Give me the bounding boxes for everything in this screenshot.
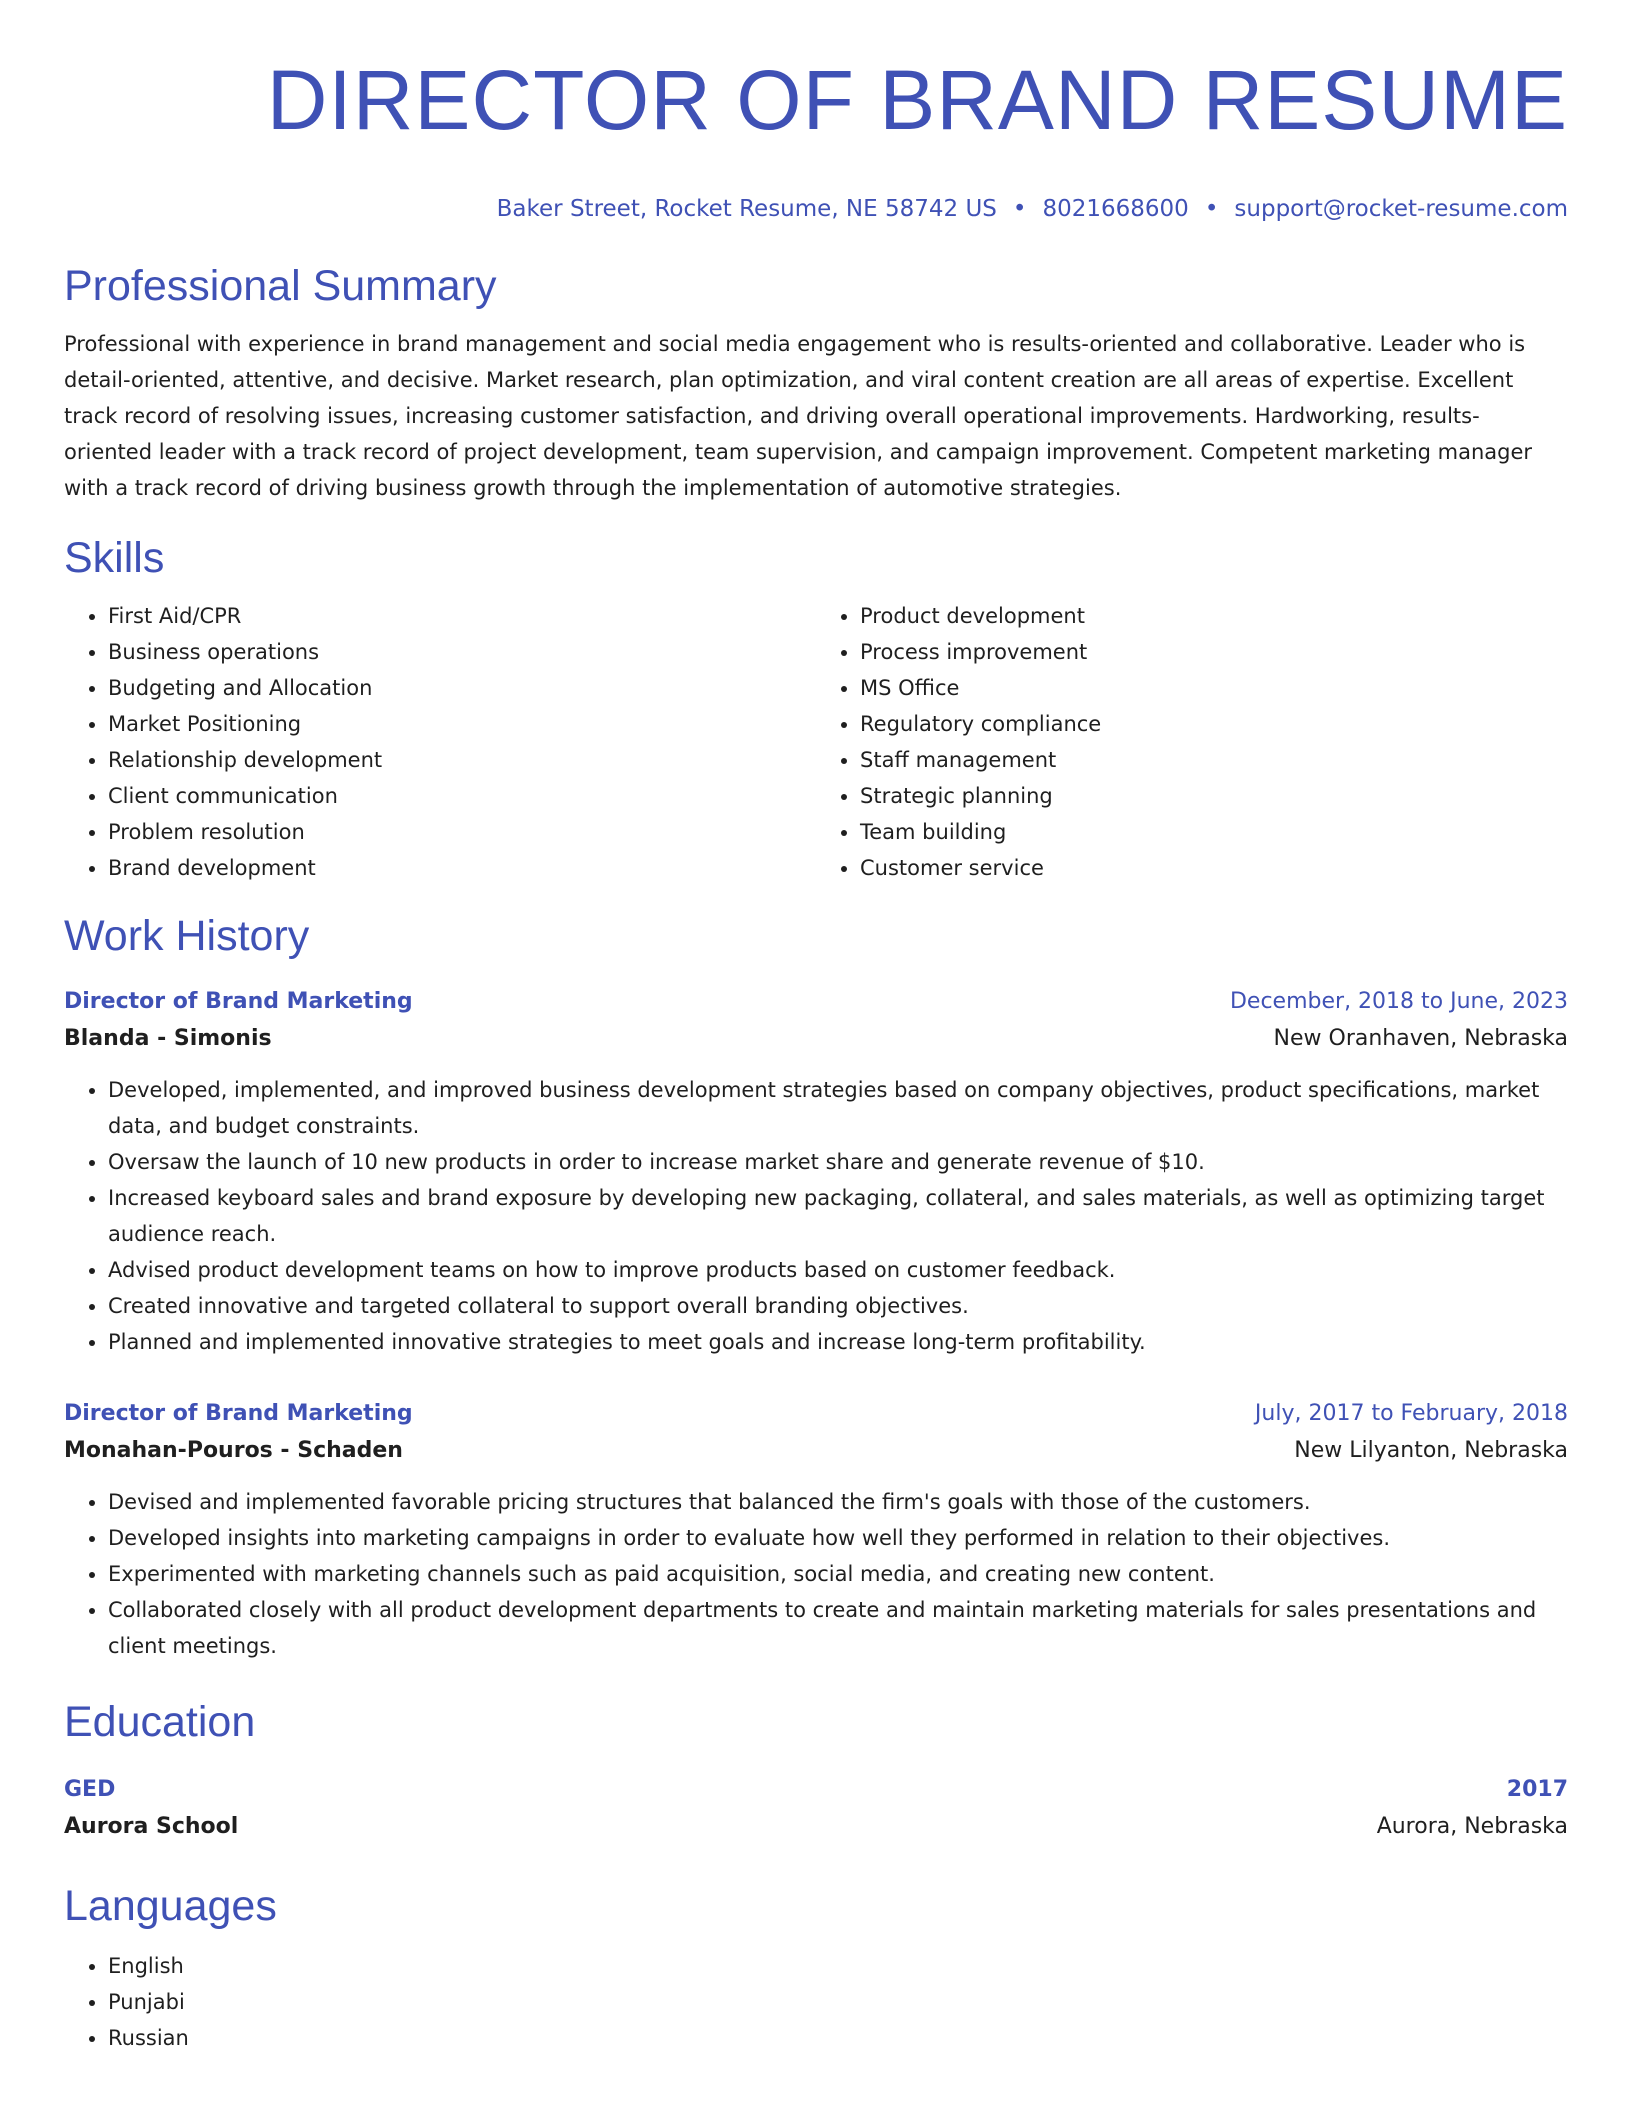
job-bullet: • Planned and implemented innovative strategies to meet goals and increase long-term profitability.: [108, 1324, 1568, 1360]
languages-list: [64, 1948, 1568, 2056]
job-employer: Blanda - Simonis: [64, 1026, 272, 1051]
skill-item: • Problem resolution: [108, 814, 816, 850]
contact-phone: 8021668600: [1042, 196, 1189, 222]
skill-item: • Team building: [860, 814, 1568, 850]
job-bullet: • Devised and implemented favorable pricing structures that balanced the firm's goals with those of the customers.: [108, 1484, 1568, 1520]
language-item: • English: [108, 1948, 1568, 1984]
resume-title: DIRECTOR OF BRAND RESUME: [266, 53, 1568, 147]
job-entry: [64, 1396, 1568, 1664]
skill-item: • Budgeting and Allocation: [108, 670, 816, 706]
skill-item: • Brand development: [108, 850, 816, 886]
skill-item: • Strategic planning: [860, 778, 1568, 814]
job-bullet: • Created innovative and targeted collateral to support overall branding objectives.: [108, 1288, 1568, 1324]
job-bullet: • Advised product development teams on how to improve products based on customer feedback.: [108, 1252, 1568, 1288]
education-degree: GED: [64, 1777, 116, 1802]
job-title: Director of Brand Marketing: [64, 989, 413, 1014]
job-title: Director of Brand Marketing: [64, 1401, 413, 1426]
job-location: New Oranhaven, Nebraska: [1273, 1026, 1568, 1051]
skills-column-left: [64, 598, 816, 886]
skill-item: • Business operations: [108, 634, 816, 670]
job-bullet: • Developed, implemented, and improved business development strategies based on company objectives, product specifications, market data, and budget constraints.: [108, 1072, 1568, 1144]
job-employer: Monahan-Pouros - Schaden: [64, 1438, 403, 1463]
education-year: 2017: [1506, 1777, 1568, 1802]
contact-separator: •: [1204, 196, 1219, 222]
job-entry: [64, 984, 1568, 1360]
section-heading-skills: Skills: [64, 534, 165, 582]
skill-item: • Staff management: [860, 742, 1568, 778]
language-item: • Russian: [108, 2020, 1568, 2056]
contact-separator: •: [1012, 196, 1027, 222]
skill-item: • Regulatory compliance: [860, 706, 1568, 742]
education-school: Aurora School: [64, 1814, 239, 1839]
skill-item: • Product development: [860, 598, 1568, 634]
section-heading-education: Education: [64, 1698, 256, 1746]
skill-item: • Process improvement: [860, 634, 1568, 670]
education-location: Aurora, Nebraska: [1376, 1814, 1568, 1839]
job-bullets: [64, 1484, 1568, 1664]
skill-item: • Relationship development: [108, 742, 816, 778]
skill-item: • MS Office: [860, 670, 1568, 706]
section-heading-summary: Professional Summary: [64, 262, 497, 310]
job-bullet: • Developed insights into marketing campaigns in order to evaluate how well they performed in relation to their objectives.: [108, 1520, 1568, 1556]
job-bullets: [64, 1072, 1568, 1360]
job-dates: July, 2017 to February, 2018: [1254, 1401, 1568, 1426]
contact-email[interactable]: support@rocket-resume.com: [1234, 196, 1568, 222]
contact-address: Baker Street, Rocket Resume, NE 58742 US: [496, 196, 997, 222]
job-bullet: • Experimented with marketing channels such as paid acquisition, social media, and creating new content.: [108, 1556, 1568, 1592]
education-entry: [64, 1772, 1568, 1846]
skills-list: [64, 598, 1568, 886]
skill-item: • First Aid/CPR: [108, 598, 816, 634]
summary-text: Professional with experience in brand management and social media engagement who is results-oriented and collaborative. Leader who is detail-oriented, attentive, and decisive. Market research, plan optimization, and viral content creation are all areas of expertise. Excellent track record of resolving issues, increasing customer satisfaction, and driving overall operational improvements. Hardworking, results-oriented leader with a track record of project development, team supervision, and campaign improvement. Competent marketing manager with a track record of driving business growth through the implementation of automotive strategies.: [64, 332, 1533, 500]
skills-column-right: [816, 598, 1568, 886]
skill-item: • Client communication: [108, 778, 816, 814]
job-bullet: • Increased keyboard sales and brand exposure by developing new packaging, collateral, and sales materials, as well as optimizing target audience reach.: [108, 1180, 1568, 1252]
job-dates: December, 2018 to June, 2023: [1229, 989, 1568, 1014]
contact-line: [64, 192, 1568, 226]
language-item: • Punjabi: [108, 1984, 1568, 2020]
job-location: New Lilyanton, Nebraska: [1294, 1438, 1568, 1463]
languages-bullets: [64, 1948, 1568, 2056]
skill-item: • Market Positioning: [108, 706, 816, 742]
section-heading-languages: Languages: [64, 1882, 277, 1930]
section-heading-work-history: Work History: [64, 912, 310, 960]
job-bullet: • Collaborated closely with all product development departments to create and maintain marketing materials for sales presentations and client meetings.: [108, 1592, 1568, 1664]
job-bullet: • Oversaw the launch of 10 new products in order to increase market share and generate revenue of $10.: [108, 1144, 1568, 1180]
skill-item: • Customer service: [860, 850, 1568, 886]
